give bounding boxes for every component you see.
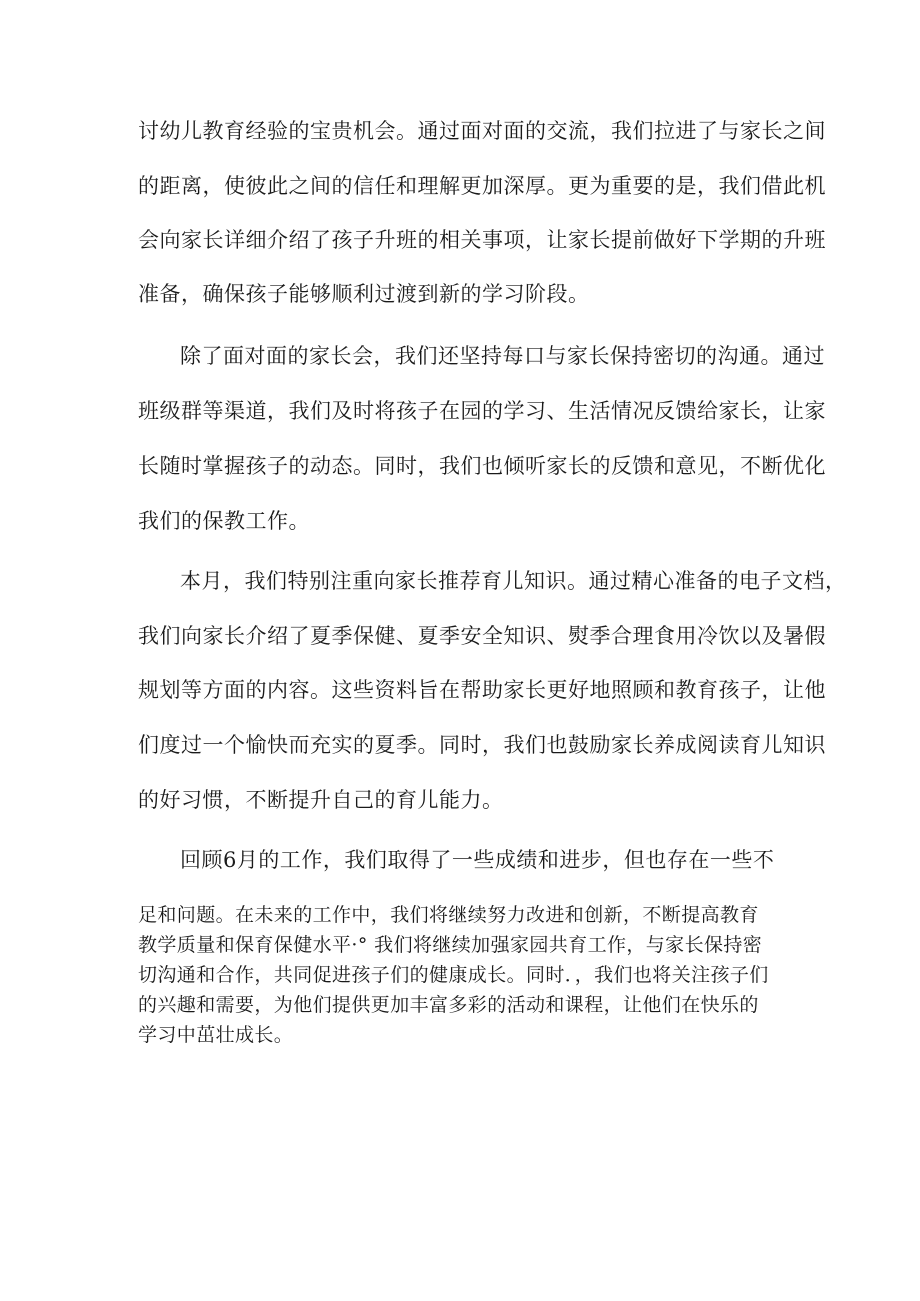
text-line: 我们的保教工作。 [138, 509, 310, 533]
text-line: 本月，我们特别注重向家长推荐育儿知识。通过精心准备的电子文档， [180, 569, 847, 593]
text-line: 会向家长详细介绍了孩子升班的相关事项，让家长提前做好下学期的升班 [138, 228, 826, 252]
text-line: 班级群等渠道，我们及时将孩子在园的学习、生活情况反馈给家长，让家 [138, 399, 826, 423]
text-line: 们度过一个愉快而充实的夏季。同时，我们也鼓励家长养成阅读育儿知识 [138, 733, 826, 757]
text-line: 学习中茁壮成长。 [138, 1024, 294, 1046]
text-line: 足和问题。在未来的工作中，我们将继续努力改进和创新，不断提高教育 [138, 904, 759, 926]
text-line: 教学质量和保育保健水平·° 我们将继续加强家园共育工作，与家长保持密 [138, 934, 763, 956]
text-line: 规划等方面的内容。这些资料旨在帮助家长更好地照顾和教育孩子，让他 [138, 678, 826, 702]
text-line: 我们向家长介绍了夏季保健、夏季安全知识、熨季合理食用冷饮以及暑假 [138, 624, 826, 648]
text-line: 准备，确保孩子能够顺利过渡到新的学习阶段。 [138, 282, 590, 306]
text-line: 的好习惯，不断提升自己的育儿能力。 [138, 788, 504, 812]
text-line: 讨幼儿教育经验的宝贵机会。通过面对面的交流，我们拉进了与家长之间 [138, 119, 826, 143]
text-line: 除了面对面的家长会，我们还坚持每口与家长保持密切的沟通。通过 [180, 344, 825, 368]
text-line: 切沟通和合作，共同促进孩子们的健康成长。同时．，我们也将关注孩子们 [138, 964, 769, 986]
text-line: 的距离，使彼此之间的信任和理解更加深厚。更为重要的是，我们借此机 [138, 174, 826, 198]
text-line: 长随时掌握孩子的动态。同时，我们也倾听家长的反馈和意见，不断优化 [138, 454, 826, 478]
text-line: 回顾6月的工作，我们取得了一些成绩和进步，但也存在一些不 [180, 848, 775, 872]
text-line: 的兴趣和需要，为他们提供更加丰富多彩的活动和课程，让他们在快乐的 [138, 994, 759, 1016]
